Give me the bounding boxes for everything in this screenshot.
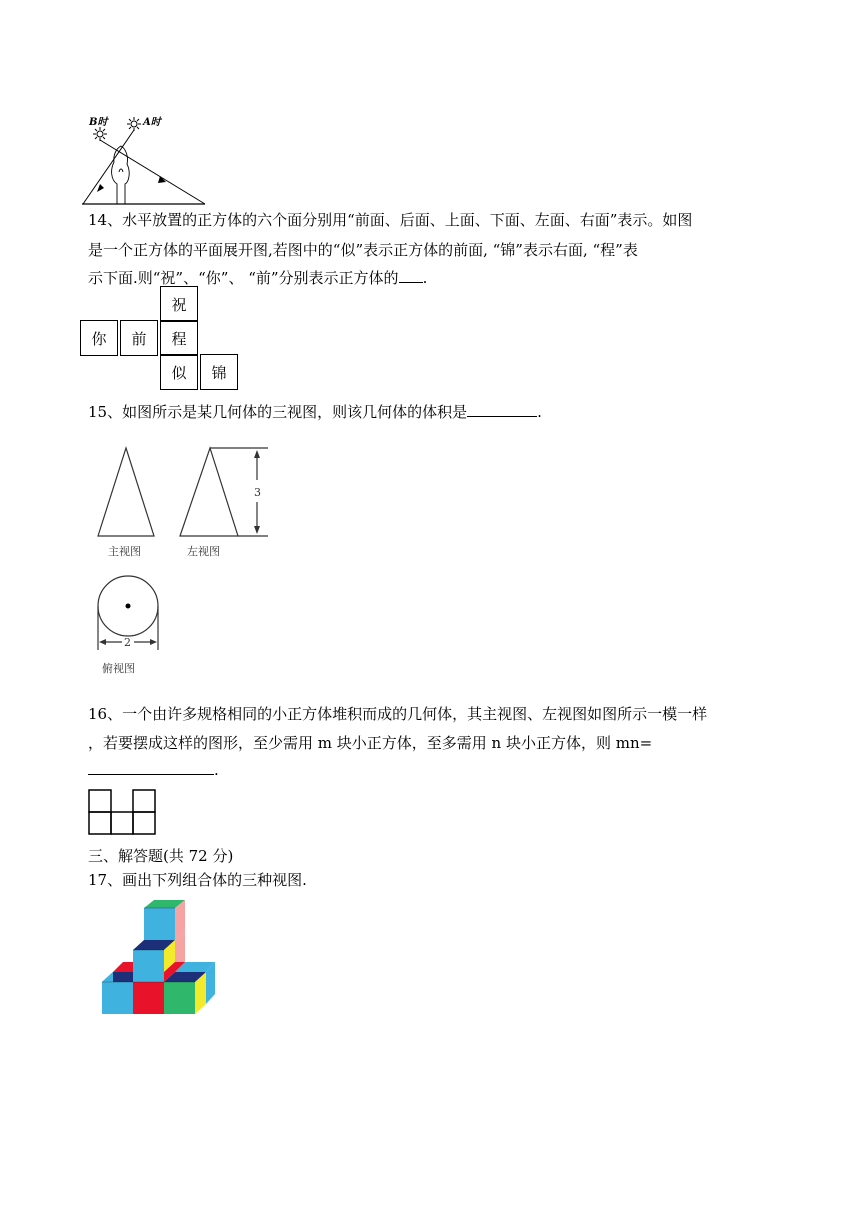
cube-net [80,286,250,392]
q14-line3 [88,268,427,288]
q15-end: . [537,403,542,421]
top-view-caption: 俯视图 [102,662,135,675]
net-face-zhu: 祝 [160,286,198,322]
label-b-time: B时 [89,117,108,128]
q16-answer-blank[interactable] [88,774,214,775]
front-view [98,448,154,536]
tree-icon [112,146,130,204]
q14-line1: 14、水平放置的正方体的六个面分别用“前面、后面、上面、下面、左面、右面”表示。如图 [88,211,693,229]
q16-line3 [88,760,219,780]
q16-line1: 16、一个由许多规格相同的小正方体堆积而成的几何体，其主视图、左视图如图所示一模一样 [88,705,708,723]
q16-end: . [214,761,219,779]
q16-line2: ，若要摆成这样的图形，至少需用 m 块小正方体，至多需用 n 块小正方体，则 mn= [88,734,653,752]
diameter-label: 2 [124,636,131,649]
q15-answer-blank[interactable] [467,416,537,417]
sun-shadow-figure [80,112,210,208]
section3-title: 三、解答题(共 72 分) [88,847,234,865]
net-face-qian: 前 [120,320,158,356]
colored-cubes-figure [96,896,226,1020]
apex-dot [126,604,131,609]
sun-b-icon [93,127,107,141]
net-face-cheng: 程 [160,320,198,356]
q15-text: 15、如图所示是某几何体的三视图，则该几何体的体积是 [88,403,468,421]
q14-end: . [422,269,428,287]
net-face-si: 似 [160,354,198,390]
q15-question [88,402,542,422]
label-a-time: A时 [143,117,161,128]
q14-answer-blank[interactable] [399,282,423,283]
three-views-figure [90,440,280,680]
q16-view-figure [88,788,160,836]
height-label: 3 [254,486,261,499]
sun-a-icon [127,117,141,131]
net-face-jin: 锦 [200,354,238,390]
left-view-caption: 左视图 [187,545,220,558]
front-view-caption-text: 主视图 [108,545,141,558]
q14-line3-text: 示下面.则“祝”、“你”、 “前”分别表示正方体的 [88,269,399,287]
q14-line2: 是一个正方体的平面展开图,若图中的“似”表示正方体的前面, “锦”表示右面, “程”表 [88,241,638,259]
q17-text: 17、画出下列组合体的三种视图. [88,871,307,889]
net-face-ni: 你 [80,320,118,356]
